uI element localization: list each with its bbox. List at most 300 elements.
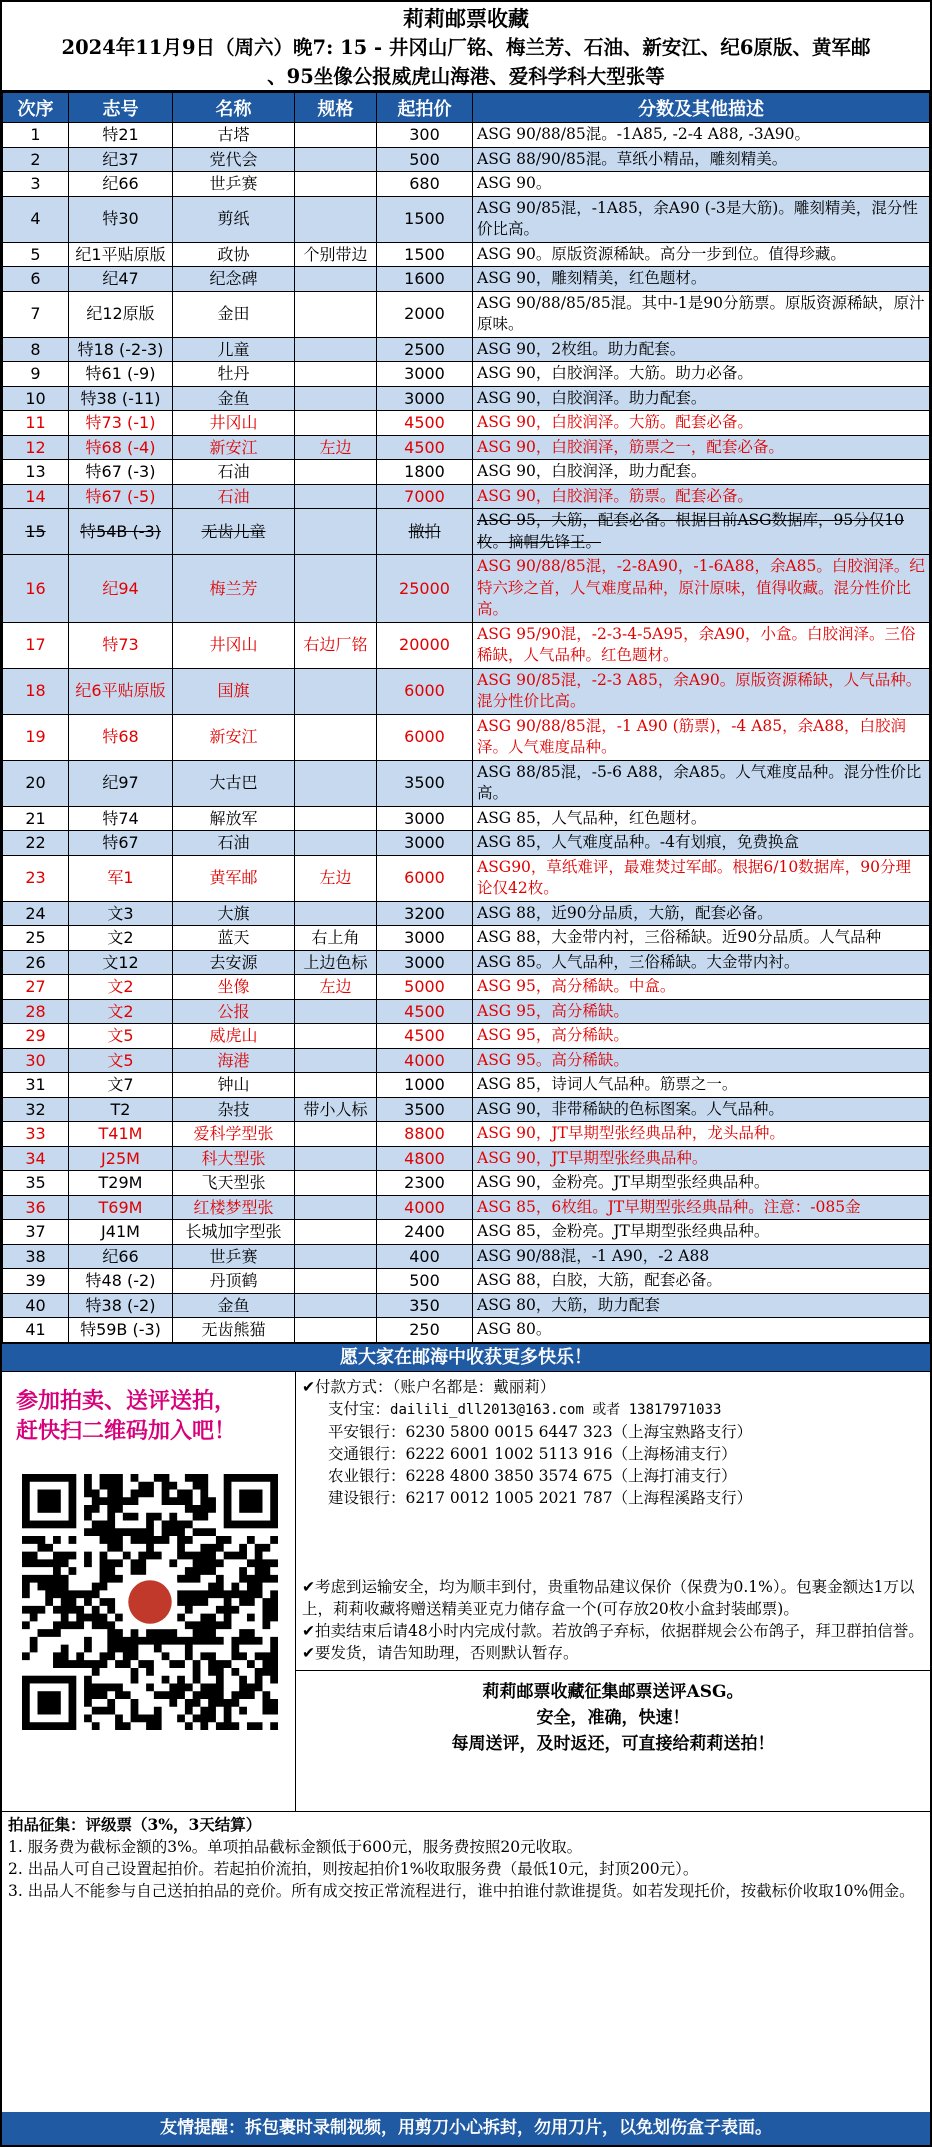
qr-code-icon[interactable] xyxy=(22,1474,278,1730)
lot-start-price: 25000 xyxy=(377,555,473,623)
alipay-value: dailili_dll2013@163.com 或者 13817971033 xyxy=(390,1401,722,1418)
lot-start-price: 撤拍 xyxy=(377,509,473,555)
table-row xyxy=(3,1269,930,1294)
table-row xyxy=(3,760,930,806)
lot-number: 22 xyxy=(3,831,69,856)
lot-name: 国旗 xyxy=(173,668,295,714)
lot-code: 文2 xyxy=(69,999,173,1024)
lot-description: ASG 90/88/85/85混。其中-1是90分筋票。原版资源稀缺，原汁原味。 xyxy=(473,291,930,337)
lot-name: 解放军 xyxy=(173,806,295,831)
col-header: 规格 xyxy=(295,93,377,123)
lot-description: ASG 90/88混，-1 A90，-2 A88 xyxy=(473,1244,930,1269)
lot-spec xyxy=(295,1220,377,1245)
lot-spec: 右边厂铭 xyxy=(295,622,377,668)
lot-description: ASG 90/85混，-2-3 A85，余A90。原版资源稀缺，人气品种。混分性价比高。 xyxy=(473,668,930,714)
table-row xyxy=(3,831,930,856)
lot-number: 34 xyxy=(3,1146,69,1171)
lot-start-price: 6000 xyxy=(377,855,473,901)
info-section xyxy=(2,1371,930,1811)
lot-start-price: 5000 xyxy=(377,975,473,1000)
footer-reminder: 友情提醒：拆包裹时录制视频，用剪刀小心拆封，勿用刀片，以免划伤盒子表面。 xyxy=(2,2112,930,2145)
col-header: 起拍价 xyxy=(377,93,473,123)
lot-code: 特61 (-9) xyxy=(69,362,173,387)
lot-spec xyxy=(295,147,377,172)
lot-number: 16 xyxy=(3,555,69,623)
lot-description: ASG 88，白胶，大筋，配套必备。 xyxy=(473,1269,930,1294)
lot-name: 牡丹 xyxy=(173,362,295,387)
table-row xyxy=(3,196,930,242)
lot-spec xyxy=(295,196,377,242)
lot-spec xyxy=(295,714,377,760)
lot-number: 36 xyxy=(3,1195,69,1220)
table-row xyxy=(3,950,930,975)
table-row xyxy=(3,999,930,1024)
lots-body xyxy=(3,123,930,1343)
table-row xyxy=(3,714,930,760)
table-row xyxy=(3,267,930,292)
table-row xyxy=(3,172,930,197)
lot-code: T2 xyxy=(69,1097,173,1122)
page-title xyxy=(2,2,930,92)
lot-start-price: 1800 xyxy=(377,460,473,485)
lot-number: 35 xyxy=(3,1171,69,1196)
note-item: ✔要发货，请告知助理，否则默认暂存。 xyxy=(302,1643,579,1662)
lot-start-price: 2000 xyxy=(377,291,473,337)
lot-description: ASG 88，大金带内衬，三俗稀缺。近90分品质。人气品种 xyxy=(473,926,930,951)
lot-description: ASG 90，雕刻精美，红色题材。 xyxy=(473,267,930,292)
lot-number: 24 xyxy=(3,901,69,926)
lot-spec xyxy=(295,484,377,509)
lot-number: 12 xyxy=(3,435,69,460)
lot-code: 纪12原版 xyxy=(69,291,173,337)
lot-number: 2 xyxy=(3,147,69,172)
lot-description: ASG 90，白胶润泽。大筋。配套必备。 xyxy=(473,411,930,436)
table-row xyxy=(3,1048,930,1073)
consignment-terms xyxy=(2,1811,930,1947)
lot-name: 儿童 xyxy=(173,337,295,362)
lot-spec xyxy=(295,172,377,197)
lot-code: J41M xyxy=(69,1220,173,1245)
lot-number: 30 xyxy=(3,1048,69,1073)
lot-name: 海港 xyxy=(173,1048,295,1073)
bank-label: 建设银行： xyxy=(328,1488,406,1507)
lot-spec: 上边色标 xyxy=(295,950,377,975)
lot-description: ASG 85。人气品种，三俗稀缺。大金带内衬。 xyxy=(473,950,930,975)
lot-code: T69M xyxy=(69,1195,173,1220)
col-header: 志号 xyxy=(69,93,173,123)
lot-number: 23 xyxy=(3,855,69,901)
lot-spec xyxy=(295,411,377,436)
lot-number: 38 xyxy=(3,1244,69,1269)
table-row xyxy=(3,1122,930,1147)
table-row xyxy=(3,1024,930,1049)
lot-code: 纪97 xyxy=(69,760,173,806)
lot-description: ASG 85，诗词人气品种。筋票之一。 xyxy=(473,1073,930,1098)
table-row xyxy=(3,1171,930,1196)
lot-code: 特21 xyxy=(69,123,173,148)
lot-start-price: 1500 xyxy=(377,242,473,267)
lot-start-price: 500 xyxy=(377,147,473,172)
lot-code: 特73 xyxy=(69,622,173,668)
lot-spec xyxy=(295,555,377,623)
table-row xyxy=(3,1195,930,1220)
bank-label: 平安银行： xyxy=(328,1422,406,1441)
lot-name: 政协 xyxy=(173,242,295,267)
lot-name: 长城加字型张 xyxy=(173,1220,295,1245)
lot-description: ASG 80，大筋，助力配套 xyxy=(473,1293,930,1318)
lot-description: ASG 90，2枚组。助力配套。 xyxy=(473,337,930,362)
lot-number: 9 xyxy=(3,362,69,387)
lot-spec: 左边 xyxy=(295,975,377,1000)
lot-name: 井冈山 xyxy=(173,622,295,668)
lot-code: 特73 (-1) xyxy=(69,411,173,436)
lot-name: 无齿儿童 xyxy=(173,509,295,555)
lot-code: J25M xyxy=(69,1146,173,1171)
lot-spec xyxy=(295,1073,377,1098)
lot-name: 大旗 xyxy=(173,901,295,926)
lot-start-price: 3200 xyxy=(377,901,473,926)
lot-start-price: 6000 xyxy=(377,668,473,714)
table-row xyxy=(3,1293,930,1318)
lot-code: 特68 xyxy=(69,714,173,760)
alipay-row xyxy=(302,1398,924,1421)
lot-number: 4 xyxy=(3,196,69,242)
lot-spec: 带小人标 xyxy=(295,1097,377,1122)
lot-description: ASG 90。 xyxy=(473,172,930,197)
lot-name: 杂技 xyxy=(173,1097,295,1122)
lot-number: 6 xyxy=(3,267,69,292)
lot-name: 公报 xyxy=(173,999,295,1024)
lot-start-price: 2300 xyxy=(377,1171,473,1196)
lot-name: 去安源 xyxy=(173,950,295,975)
lot-start-price: 500 xyxy=(377,1269,473,1294)
lot-number: 29 xyxy=(3,1024,69,1049)
payment-info xyxy=(296,1372,930,1572)
table-row xyxy=(3,484,930,509)
note-item: ✔考虑到运输安全，均为顺丰到付，贵重物品建议保价（保费为0.1%）。包裹金额达1万以上，莉莉收藏将赠送精美亚克力储存盒一个(可存放20枚小盒封装邮票)。 xyxy=(302,1577,915,1618)
lot-code: 特59B (-3) xyxy=(69,1318,173,1343)
lot-name: 威虎山 xyxy=(173,1024,295,1049)
lot-start-price: 3000 xyxy=(377,362,473,387)
table-header-row xyxy=(3,93,930,123)
bank-account: 6222 6001 1002 5113 916（上海杨浦支行） xyxy=(405,1444,737,1463)
lot-spec xyxy=(295,668,377,714)
lot-number: 3 xyxy=(3,172,69,197)
bank-account: 6217 0012 1005 2021 787（上海程溪路支行） xyxy=(405,1488,753,1507)
lot-code: T29M xyxy=(69,1171,173,1196)
lot-name: 纪念碑 xyxy=(173,267,295,292)
lot-number: 32 xyxy=(3,1097,69,1122)
slogan-line: 莉莉邮票收藏征集邮票送评ASG。 xyxy=(482,1681,744,1702)
lot-spec xyxy=(295,1269,377,1294)
lot-code: 文12 xyxy=(69,950,173,975)
lot-number: 1 xyxy=(3,123,69,148)
lot-number: 13 xyxy=(3,460,69,485)
promo-text xyxy=(16,1386,283,1446)
lot-spec xyxy=(295,1244,377,1269)
table-row xyxy=(3,622,930,668)
lot-number: 8 xyxy=(3,337,69,362)
promo-line-1: 参加拍卖、送评送拍， xyxy=(16,1387,237,1414)
lot-number: 25 xyxy=(3,926,69,951)
lot-number: 33 xyxy=(3,1122,69,1147)
table-row xyxy=(3,509,930,555)
lot-spec: 左边 xyxy=(295,435,377,460)
lot-start-price: 4000 xyxy=(377,1195,473,1220)
table-row xyxy=(3,1220,930,1245)
lot-code: T41M xyxy=(69,1122,173,1147)
lot-name: 钟山 xyxy=(173,1073,295,1098)
promo-panel xyxy=(2,1372,296,1811)
lot-code: 特68 (-4) xyxy=(69,435,173,460)
lot-name: 石油 xyxy=(173,460,295,485)
lot-code: 特48 (-2) xyxy=(69,1269,173,1294)
lot-start-price: 3500 xyxy=(377,760,473,806)
lot-code: 纪66 xyxy=(69,1244,173,1269)
lot-start-price: 4500 xyxy=(377,411,473,436)
table-row xyxy=(3,337,930,362)
lot-name: 金田 xyxy=(173,291,295,337)
lot-description: ASG 80。 xyxy=(473,1318,930,1343)
lot-start-price: 3500 xyxy=(377,1097,473,1122)
lot-code: 特74 xyxy=(69,806,173,831)
lot-name: 蓝天 xyxy=(173,926,295,951)
lot-spec: 左边 xyxy=(295,855,377,901)
lot-code: 纪6平贴原版 xyxy=(69,668,173,714)
lot-description: ASG 90。原版资源稀缺。高分一步到位。值得珍藏。 xyxy=(473,242,930,267)
lot-name: 剪纸 xyxy=(173,196,295,242)
lot-number: 40 xyxy=(3,1293,69,1318)
title-line-2: 2024年11月9日（周六）晚7: 15 - 井冈山厂铭、梅兰芳、石油、新安江、纪6原版、黄军邮 xyxy=(61,36,871,59)
table-row xyxy=(3,926,930,951)
lot-code: 文5 xyxy=(69,1024,173,1049)
lot-description: ASG 95。高分稀缺。 xyxy=(473,1048,930,1073)
lot-code: 特38 (-2) xyxy=(69,1293,173,1318)
lot-start-price: 7000 xyxy=(377,484,473,509)
lot-spec xyxy=(295,362,377,387)
table-row xyxy=(3,668,930,714)
lot-name: 党代会 xyxy=(173,147,295,172)
lot-name: 石油 xyxy=(173,831,295,856)
table-row xyxy=(3,460,930,485)
table-row xyxy=(3,386,930,411)
lot-spec xyxy=(295,1048,377,1073)
lot-code: 特18 (-2-3) xyxy=(69,337,173,362)
payment-panel xyxy=(296,1372,930,1811)
lot-start-price: 3000 xyxy=(377,926,473,951)
bank-label: 农业银行： xyxy=(328,1466,406,1485)
bank-account: 6228 4800 3850 3574 675（上海打浦支行） xyxy=(405,1466,737,1485)
table-row xyxy=(3,123,930,148)
lot-start-price: 4500 xyxy=(377,435,473,460)
lot-spec: 右上角 xyxy=(295,926,377,951)
lot-name: 丹顶鹤 xyxy=(173,1269,295,1294)
lot-start-price: 350 xyxy=(377,1293,473,1318)
title-line-3: 、95坐像公报威虎山海港、爱科学科大型张等 xyxy=(267,65,665,88)
lot-start-price: 4500 xyxy=(377,999,473,1024)
lot-spec xyxy=(295,831,377,856)
bank-row xyxy=(302,1421,924,1443)
lot-description: ASG 85，金粉亮。JT早期型张经典品种。 xyxy=(473,1220,930,1245)
lot-code: 纪37 xyxy=(69,147,173,172)
table-row xyxy=(3,901,930,926)
lot-number: 37 xyxy=(3,1220,69,1245)
table-row xyxy=(3,1318,930,1343)
lot-number: 19 xyxy=(3,714,69,760)
alipay-label: 支付宝： xyxy=(328,1399,391,1418)
table-row xyxy=(3,411,930,436)
lot-code: 文3 xyxy=(69,901,173,926)
lot-description: ASG 90，白胶润泽。筋票。配套必备。 xyxy=(473,484,930,509)
table-row xyxy=(3,291,930,337)
lot-description: ASG 95，高分稀缺。中盒。 xyxy=(473,975,930,1000)
table-row xyxy=(3,975,930,1000)
bank-account: 6230 5800 0015 6447 323（上海宝熟路支行） xyxy=(405,1422,753,1441)
lot-start-price: 680 xyxy=(377,172,473,197)
lot-code: 纪66 xyxy=(69,172,173,197)
lot-description: ASG 90，JT早期型张经典品种。 xyxy=(473,1146,930,1171)
lot-name: 红楼梦型张 xyxy=(173,1195,295,1220)
lots-table xyxy=(2,92,930,1343)
lot-name: 石油 xyxy=(173,484,295,509)
lot-name: 爱科学型张 xyxy=(173,1122,295,1147)
lot-name: 金鱼 xyxy=(173,1293,295,1318)
lot-number: 21 xyxy=(3,806,69,831)
lot-description: ASG 95，高分稀缺。 xyxy=(473,1024,930,1049)
lot-number: 26 xyxy=(3,950,69,975)
lot-start-price: 20000 xyxy=(377,622,473,668)
lot-spec xyxy=(295,1195,377,1220)
lot-name: 古塔 xyxy=(173,123,295,148)
lot-description: ASG 95，高分稀缺。 xyxy=(473,999,930,1024)
lot-start-price: 1600 xyxy=(377,267,473,292)
payment-heading: ✔付款方式：（账户名都是：戴丽莉） xyxy=(302,1377,556,1396)
lot-number: 11 xyxy=(3,411,69,436)
col-header: 次序 xyxy=(3,93,69,123)
lot-code: 特38 (-11) xyxy=(69,386,173,411)
lot-number: 28 xyxy=(3,999,69,1024)
lot-code: 文2 xyxy=(69,975,173,1000)
lot-code: 特67 (-3) xyxy=(69,460,173,485)
lot-name: 无齿熊猫 xyxy=(173,1318,295,1343)
wish-banner: 愿大家在邮海中收获更多快乐！ xyxy=(2,1343,930,1371)
lot-start-price: 2400 xyxy=(377,1220,473,1245)
lot-name: 飞天型张 xyxy=(173,1171,295,1196)
lot-start-price: 300 xyxy=(377,123,473,148)
lot-number: 41 xyxy=(3,1318,69,1343)
lot-spec xyxy=(295,123,377,148)
lot-code: 文2 xyxy=(69,926,173,951)
lot-description: ASG 90/88/85混，-1 A90 (筋票)，-4 A85，余A88，白胶润泽。人气难度品种。 xyxy=(473,714,930,760)
lot-number: 10 xyxy=(3,386,69,411)
lot-description: ASG 88，近90分品质，大筋，配套必备。 xyxy=(473,901,930,926)
lot-description: ASG 90/88/85混，-2-8A90，-1-6A88，余A85。白胶润泽。纪特六珍之首，人气难度品种，原汁原味，值得收藏。混分性价比高。 xyxy=(473,555,930,623)
lot-number: 39 xyxy=(3,1269,69,1294)
bank-row xyxy=(302,1443,924,1465)
table-row xyxy=(3,1097,930,1122)
lot-description: ASG 90/88/85混。-1A85, -2-4 A88, -3A90。 xyxy=(473,123,930,148)
lot-spec xyxy=(295,509,377,555)
table-row xyxy=(3,242,930,267)
col-header: 分数及其他描述 xyxy=(473,93,930,123)
lot-spec xyxy=(295,291,377,337)
table-row xyxy=(3,147,930,172)
lot-description: ASG 90，白胶润泽。助力配套。 xyxy=(473,386,930,411)
lot-start-price: 4800 xyxy=(377,1146,473,1171)
promo-line-2: 赶快扫二维码加入吧！ xyxy=(16,1417,237,1444)
lot-start-price: 400 xyxy=(377,1244,473,1269)
lot-spec xyxy=(295,1146,377,1171)
lot-code: 文5 xyxy=(69,1048,173,1073)
bank-label: 交通银行： xyxy=(328,1444,406,1463)
lot-description: ASG 90/85混，-1A85，余A90 (-3是大筋)。雕刻精美，混分性价比高。 xyxy=(473,196,930,242)
lot-name: 科大型张 xyxy=(173,1146,295,1171)
lot-description: ASG90，草纸难评，最难焚过军邮。根据6/10数据库，90分理论仅42枚。 xyxy=(473,855,930,901)
lot-start-price: 3000 xyxy=(377,806,473,831)
table-row xyxy=(3,1146,930,1171)
lot-description: ASG 85，人气品种，红色题材。 xyxy=(473,806,930,831)
consign-heading: 拍品征集：评级票（3%，3天结算） xyxy=(8,1814,262,1834)
lot-spec xyxy=(295,267,377,292)
lot-description: ASG 90，白胶润泽，筋票之一，配套必备。 xyxy=(473,435,930,460)
table-row xyxy=(3,806,930,831)
lot-spec: 个别带边 xyxy=(295,242,377,267)
bank-row xyxy=(302,1465,924,1487)
table-row xyxy=(3,855,930,901)
lot-number: 20 xyxy=(3,760,69,806)
lot-start-price: 6000 xyxy=(377,714,473,760)
lot-name: 世乒赛 xyxy=(173,172,295,197)
lot-number: 31 xyxy=(3,1073,69,1098)
lot-name: 井冈山 xyxy=(173,411,295,436)
lot-number: 18 xyxy=(3,668,69,714)
lot-spec xyxy=(295,460,377,485)
title-line-1: 莉莉邮票收藏 xyxy=(403,6,529,31)
lot-name: 新安江 xyxy=(173,435,295,460)
table-row xyxy=(3,555,930,623)
lot-description: ASG 95/90混，-2-3-4-5A95，余A90，小盒。白胶润泽。三俗稀缺，人气品种。红色题材。 xyxy=(473,622,930,668)
lot-number: 5 xyxy=(3,242,69,267)
lot-code: 文7 xyxy=(69,1073,173,1098)
lot-code: 纪1平贴原版 xyxy=(69,242,173,267)
shipping-notes xyxy=(296,1572,930,1670)
lot-name: 坐像 xyxy=(173,975,295,1000)
lot-spec xyxy=(295,337,377,362)
table-row xyxy=(3,362,930,387)
note-item: ✔拍卖结束后请48小时内完成付款。若放鸽子弃标，依据群规会公布鸽子，拜卫群拍信誉。 xyxy=(302,1621,924,1640)
lot-description: ASG 85，6枚组。JT早期型张经典品种。注意：-085金 xyxy=(473,1195,930,1220)
lot-start-price: 3000 xyxy=(377,386,473,411)
consign-item: 3. 出品人不能参与自己送拍拍品的竞价。所有成交按正常流程进行，谁中拍谁付款谁提货。如若发现托价，按截标价收取10%佣金。 xyxy=(8,1881,915,1900)
lot-name: 金鱼 xyxy=(173,386,295,411)
lot-description: ASG 95，大筋，配套必备。根据目前ASG数据库，95分仅10枚。摘帽先锋王。 xyxy=(473,509,930,555)
lot-start-price: 4000 xyxy=(377,1048,473,1073)
table-row xyxy=(3,435,930,460)
slogan-line: 每周送评，及时返还，可直接给莉莉送拍！ xyxy=(451,1733,775,1754)
lot-spec xyxy=(295,999,377,1024)
lot-description: ASG 90，白胶润泽，助力配套。 xyxy=(473,460,930,485)
lot-number: 17 xyxy=(3,622,69,668)
lot-name: 黄军邮 xyxy=(173,855,295,901)
lot-name: 梅兰芳 xyxy=(173,555,295,623)
lot-spec xyxy=(295,806,377,831)
lot-start-price: 2500 xyxy=(377,337,473,362)
bank-row xyxy=(302,1487,924,1509)
lot-spec xyxy=(295,901,377,926)
lot-spec xyxy=(295,386,377,411)
slogan-line: 安全，准确，快速！ xyxy=(536,1707,690,1728)
lot-code: 特67 xyxy=(69,831,173,856)
